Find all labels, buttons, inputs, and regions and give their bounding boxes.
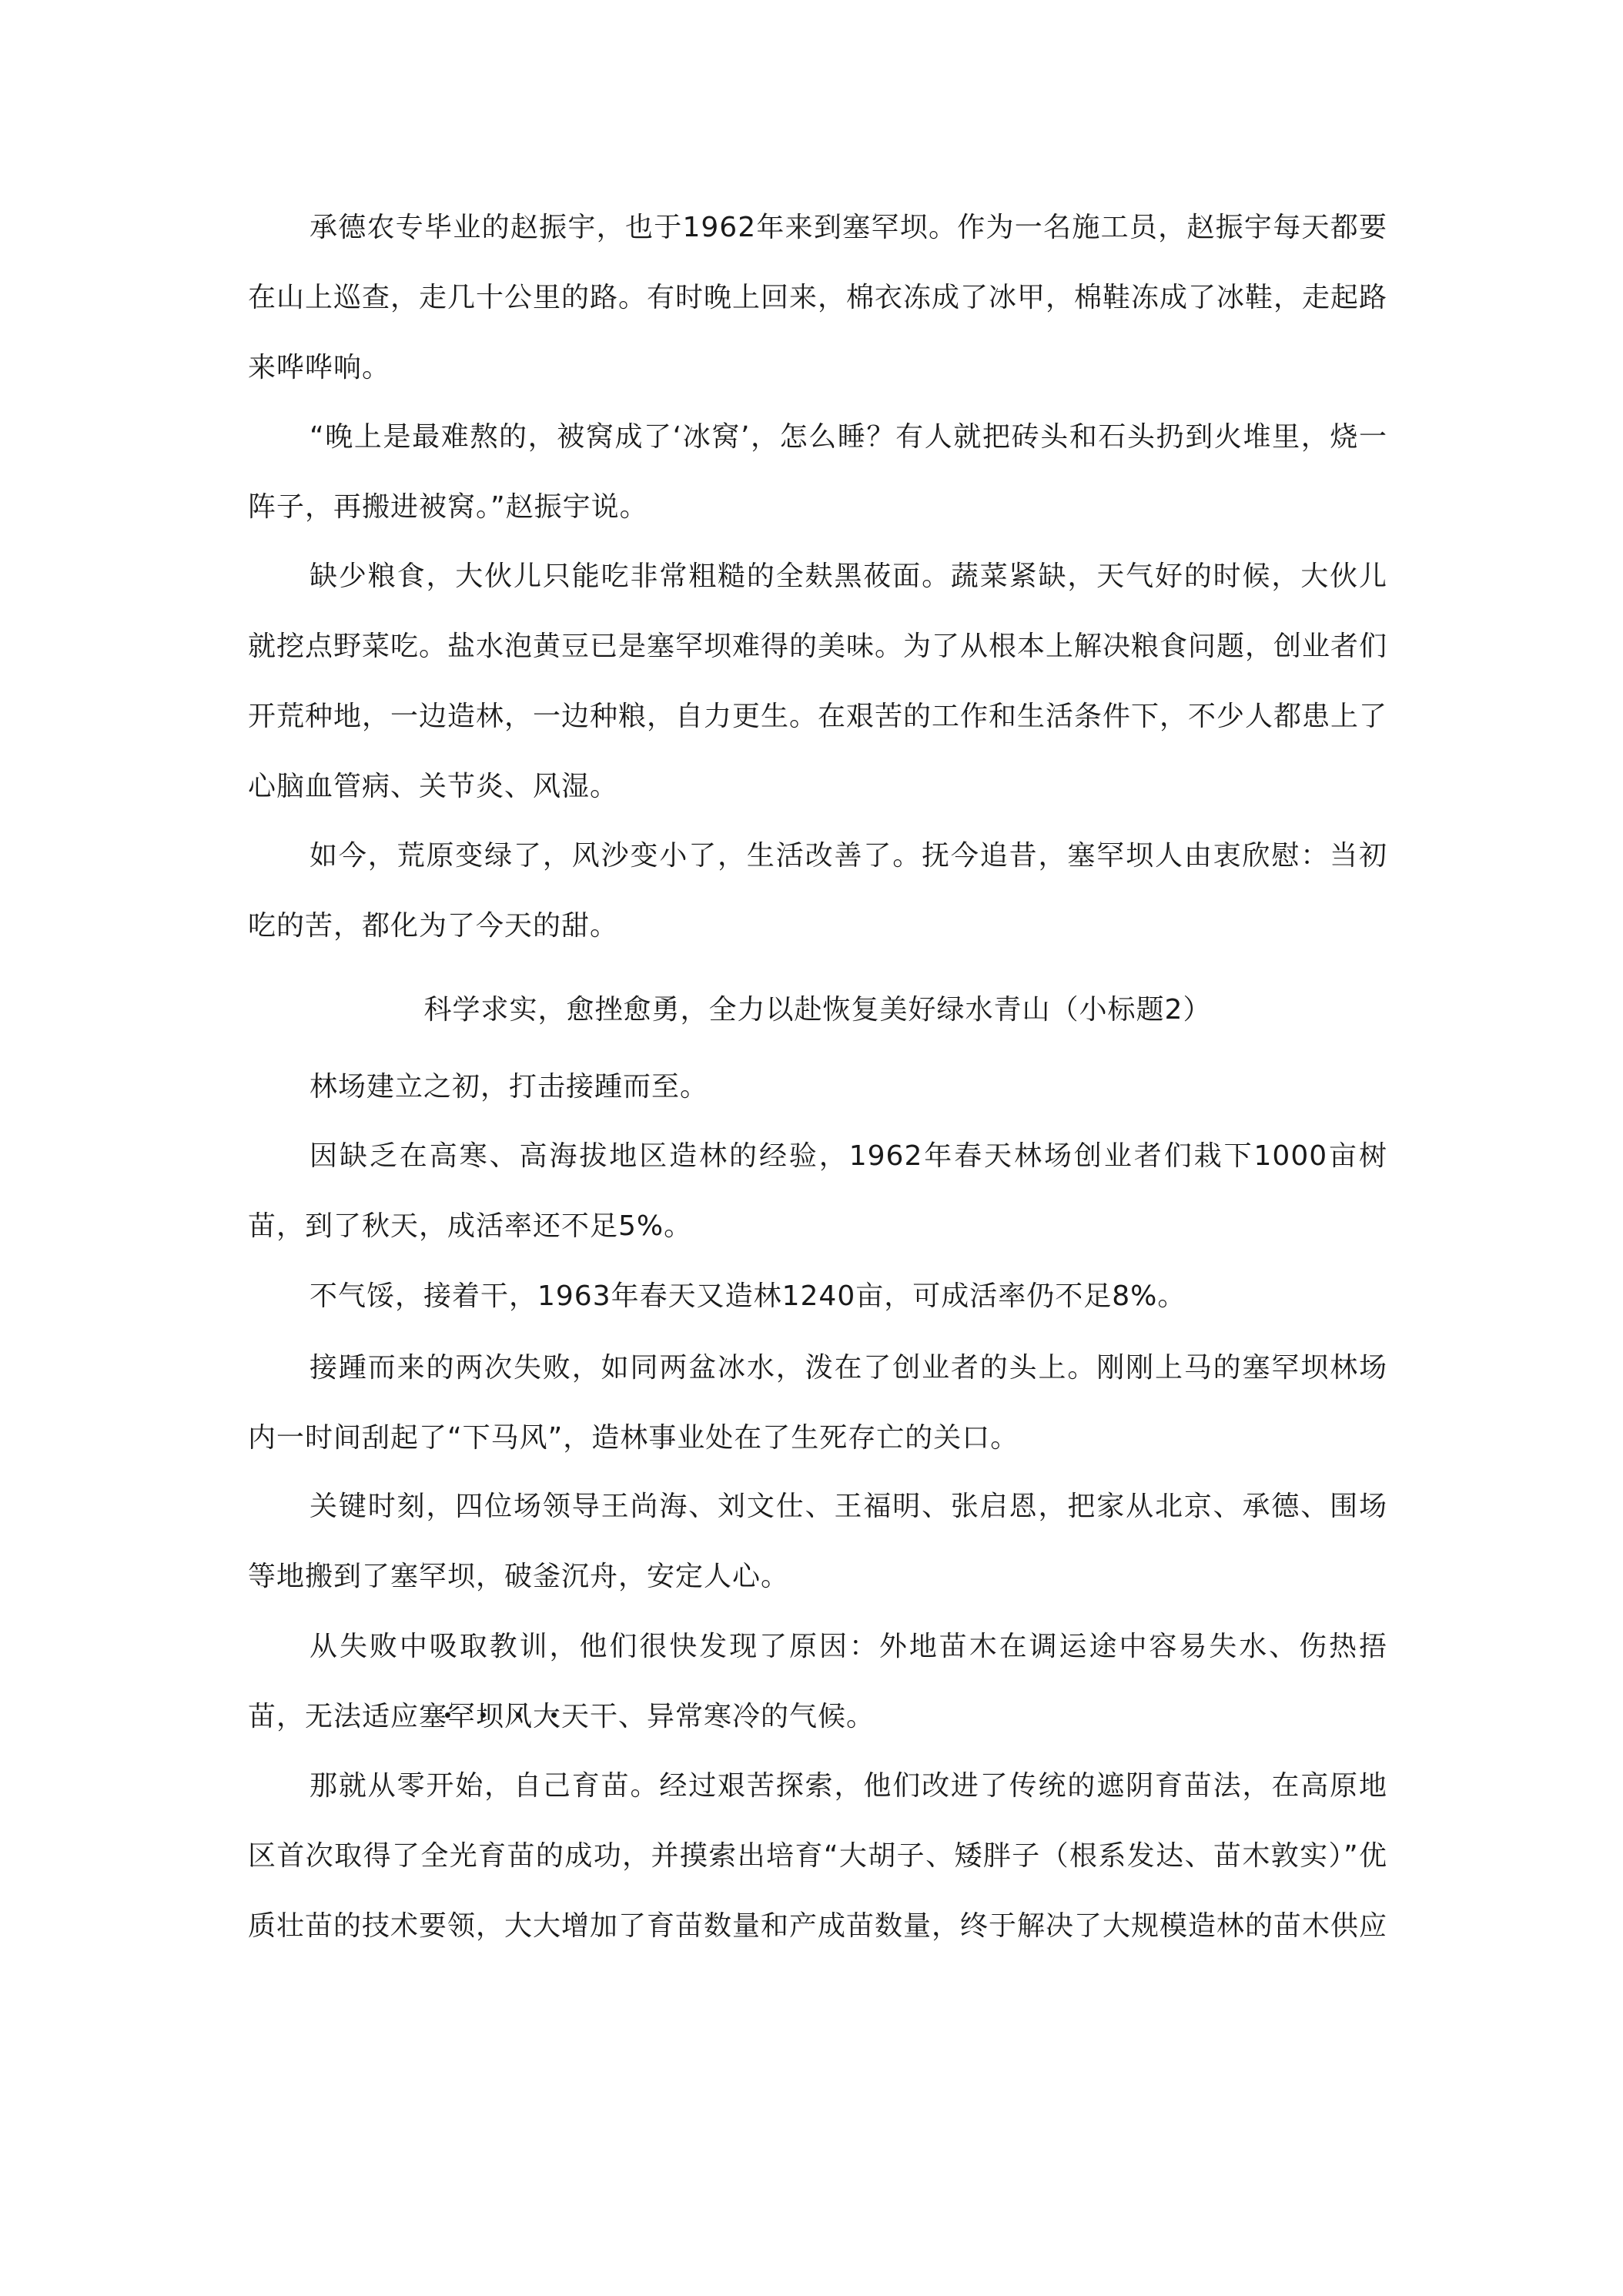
paragraph-1962-planting: 因缺乏在高寒、高海拔地区造林的经验，1962年春天林场创业者们栽下1000亩树苗，到了秋天，成活率还不足5%。 (248, 1140, 1387, 1242)
section-subtitle: 科学求实，愈挫愈勇，全力以赴恢复美好绿水青山（小标题2） (423, 994, 1212, 1026)
paragraph-1963-planting: 不气馁，接着干，1963年春天又造林1240亩，可成活率仍不足8%。 (310, 1280, 1186, 1312)
paragraph-seedlings: 那就从零开始，自己育苗。经过艰苦探索，他们改进了传统的遮阴育苗法，在高原地区首次取得了全光育苗的成功，并摸索出培育“大胡子、矮胖子（根系发达、苗木敦实）”优质壮苗的技术要领，大大增加了育苗数量和产成苗数量，终于解决了大规模造林的苗木供应 (248, 1770, 1388, 1942)
paragraph-zhao-quote: “晚上是最难熬的，被窝成了‘冰窝’，怎么睡？有人就把砖头和石头扔到火堆里，烧一阵子，再搬进被窝。”赵振宇说。 (248, 421, 1387, 523)
paragraph-setbacks-intro: 林场建立之初，打击接踵而至。 (310, 1071, 709, 1103)
paragraph-lessons: 从失败中吸取教训，他们很快发现了原因：外地苗木在调运途中容易失水、伤热捂苗，无法适应塞罕坝风大天干、异常寒冷的气候。 (248, 1631, 1387, 1732)
paragraph-food-shortage: 缺少粮食，大伙儿只能吃非常粗糙的全麸黑莜面。蔬菜紧缺，天气好的时候，大伙儿就挖点野菜吃。盐水泡黄豆已是塞罕坝难得的美味。为了从根本上解决粮食问题，创业者们开荒种地，一边造林，一边种粮，自力更生。在艰苦的工作和生活条件下，不少人都患上了心脑血管病、关节炎、风湿。 (248, 561, 1388, 802)
paragraph-today: 如今，荒原变绿了，风沙变小了，生活改善了。抚今追昔，塞罕坝人由衷欣慰：当初吃的苦，都化为了今天的甜。 (248, 840, 1387, 942)
paragraph-zhao-zhenyu-intro: 承德农专毕业的赵振宇，也于1962年来到塞罕坝。作为一名施工员，赵振宇每天都要在山上巡查，走几十公里的路。有时晚上回来，棉衣冻成了冰甲，棉鞋冻成了冰鞋，走起路来哗哗响。 (248, 212, 1388, 383)
paragraph-leaders-move: 关键时刻，四位场领导王尚海、刘文仕、王福明、张启恩，把家从北京、承德、围场等地搬到了塞罕坝，破釜沉舟，安定人心。 (248, 1491, 1387, 1592)
paragraph-two-failures: 接踵而来的两次失败，如同两盆冰水，泼在了创业者的头上。刚刚上马的塞罕坝林场内一时间刮起了“下马风”，造林事业处在了生死存亡的关口。 (248, 1352, 1387, 1454)
